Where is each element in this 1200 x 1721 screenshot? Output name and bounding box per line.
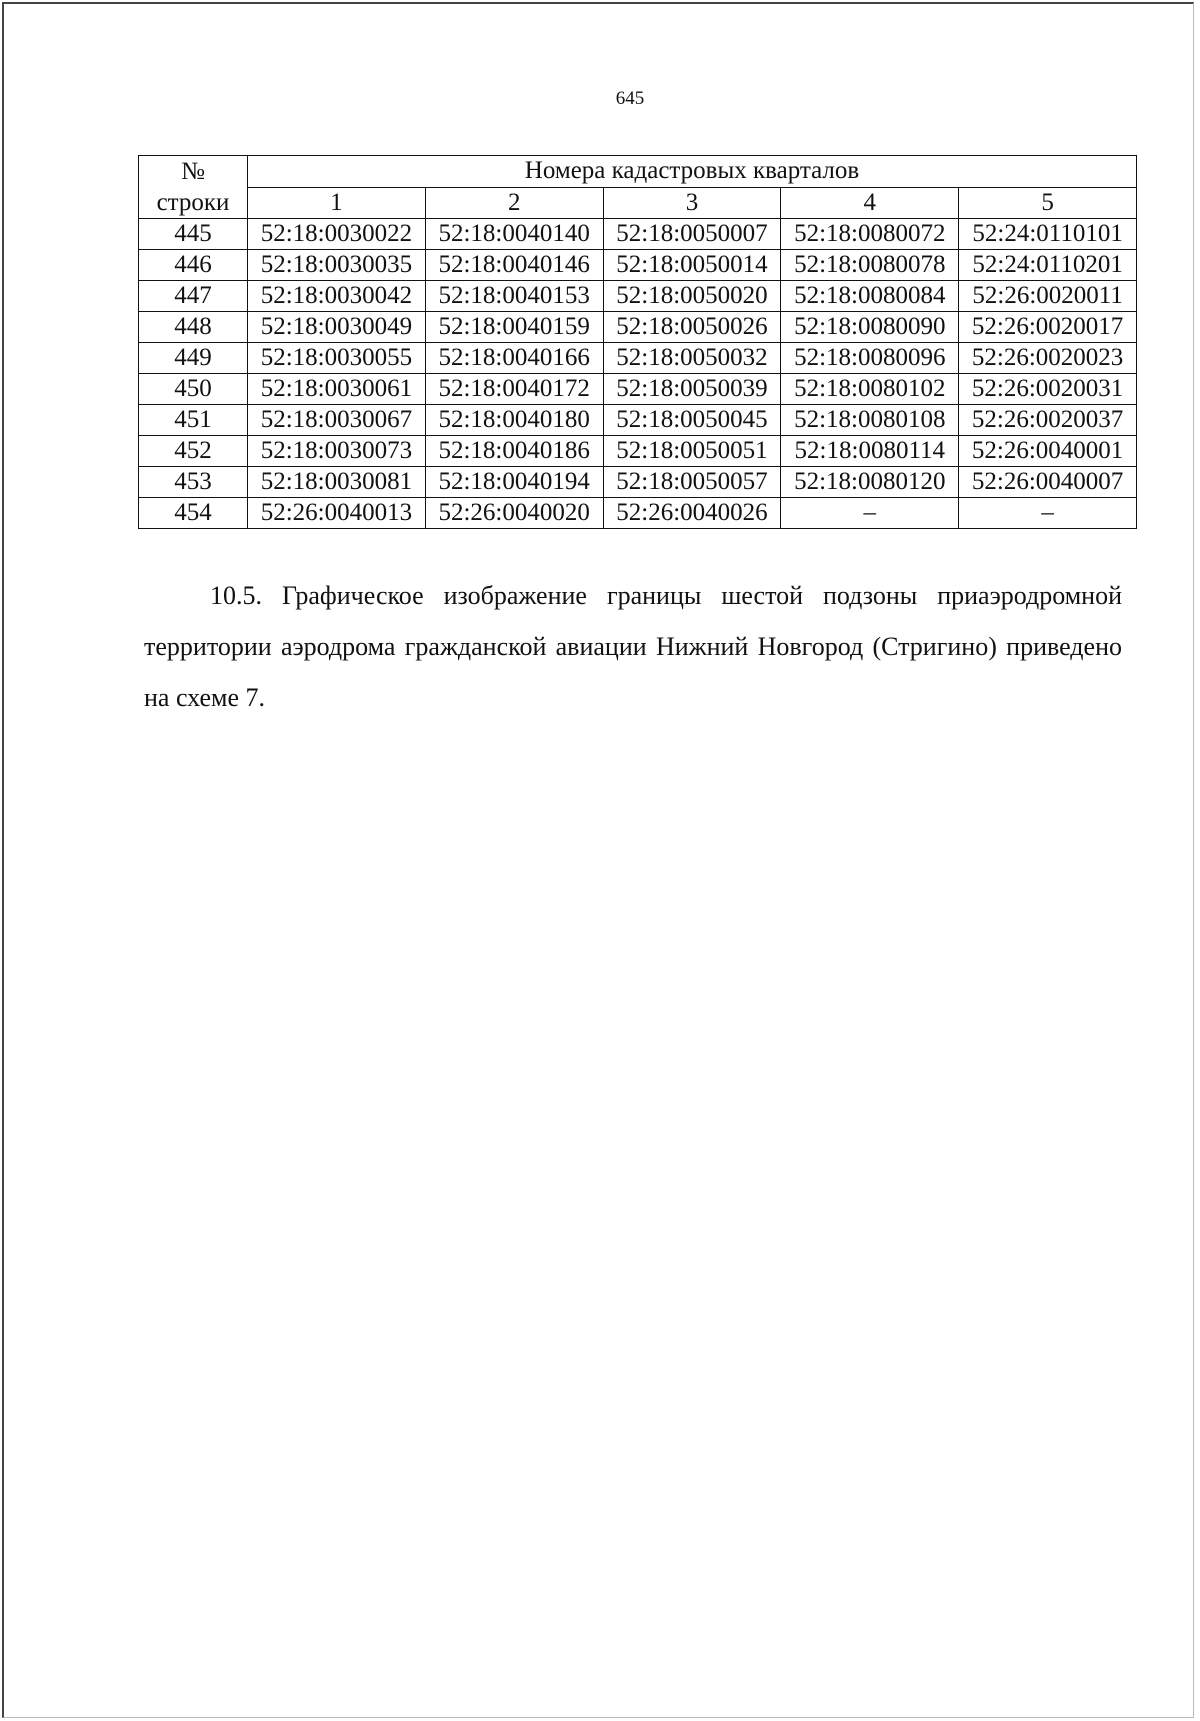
table-cell: 52:18:0030035 [248,250,426,281]
row-number: 446 [139,250,248,281]
table-cell: 52:18:0040146 [425,250,603,281]
table-cell: 52:18:0040186 [425,436,603,467]
table-row [139,250,1137,281]
table-row [139,312,1137,343]
table-cell: 52:18:0080072 [781,219,959,250]
table-cell: 52:18:0050032 [603,343,781,374]
table-cell: 52:18:0080090 [781,312,959,343]
table-cell: 52:18:0080108 [781,405,959,436]
table-cell: 52:26:0040026 [603,498,781,529]
table-row [139,343,1137,374]
cadastral-group-header: Номера кадастровых кварталов [248,156,1137,188]
table-cell: 52:18:0080078 [781,250,959,281]
table-cell: 52:18:0040180 [425,405,603,436]
table-row [139,436,1137,467]
table-cell: 52:18:0030049 [248,312,426,343]
table-cell: 52:18:0050007 [603,219,781,250]
row-number-header-word: строки [156,189,230,216]
table-cell: 52:26:0020017 [959,312,1137,343]
column-header-5: 5 [959,187,1137,219]
table-cell: 52:18:0030055 [248,343,426,374]
table-cell: 52:18:0050057 [603,467,781,498]
table-cell: 52:18:0040140 [425,219,603,250]
row-number: 452 [139,436,248,467]
table-cell: 52:18:0030042 [248,281,426,312]
table-cell: 52:26:0020023 [959,343,1137,374]
table-cell: 52:26:0040013 [248,498,426,529]
table-cell: 52:26:0020037 [959,405,1137,436]
table-row [139,467,1137,498]
table-cell: 52:26:0040001 [959,436,1137,467]
table-cell: 52:18:0050020 [603,281,781,312]
table-cell: 52:26:0040020 [425,498,603,529]
table-cell: 52:18:0080120 [781,467,959,498]
row-number: 447 [139,281,248,312]
column-header-4: 4 [781,187,959,219]
table-cell: 52:18:0050014 [603,250,781,281]
row-number: 453 [139,467,248,498]
table-row [139,405,1137,436]
table-cell: 52:18:0030081 [248,467,426,498]
table-cell: 52:18:0040166 [425,343,603,374]
table-cell: 52:18:0040172 [425,374,603,405]
table-cell: 52:24:0110101 [959,219,1137,250]
table-cell: 52:18:0030073 [248,436,426,467]
table-cell: 52:18:0030067 [248,405,426,436]
row-number: 451 [139,405,248,436]
table-cell: 52:26:0020011 [959,281,1137,312]
row-number: 449 [139,343,248,374]
row-number-header [139,156,248,219]
table-cell: – [959,498,1137,529]
table-cell: 52:18:0050051 [603,436,781,467]
row-number-header-symbol: № [181,158,205,185]
table-row [139,281,1137,312]
table-cell: – [781,498,959,529]
body-paragraph: 10.5. Графическое изображение границы шестой подзоны приаэродромной территории аэродрома гражданской авиации Нижний Новгород (Стригино) приведено на схеме 7. [144,581,1122,712]
row-number: 445 [139,219,248,250]
table-cell: 52:18:0080084 [781,281,959,312]
table-cell: 52:18:0030022 [248,219,426,250]
cadastral-table [138,155,1137,529]
table-cell: 52:18:0040159 [425,312,603,343]
table-cell: 52:18:0080096 [781,343,959,374]
table-cell: 52:18:0040194 [425,467,603,498]
row-number: 450 [139,374,248,405]
column-header-2: 2 [425,187,603,219]
table-cell: 52:18:0080114 [781,436,959,467]
table-cell: 52:18:0080102 [781,374,959,405]
table-row [139,498,1137,529]
table-row [139,219,1137,250]
table-cell: 52:18:0050045 [603,405,781,436]
table-cell: 52:18:0050026 [603,312,781,343]
table-cell: 52:18:0040153 [425,281,603,312]
row-number: 448 [139,312,248,343]
table-cell: 52:18:0030061 [248,374,426,405]
table-row [139,374,1137,405]
column-header-3: 3 [603,187,781,219]
page-number: 645 [615,88,645,109]
table-cell: 52:18:0050039 [603,374,781,405]
row-number: 454 [139,498,248,529]
table-cell: 52:24:0110201 [959,250,1137,281]
column-header-1: 1 [248,187,426,219]
table-cell: 52:26:0040007 [959,467,1137,498]
table-cell: 52:26:0020031 [959,374,1137,405]
